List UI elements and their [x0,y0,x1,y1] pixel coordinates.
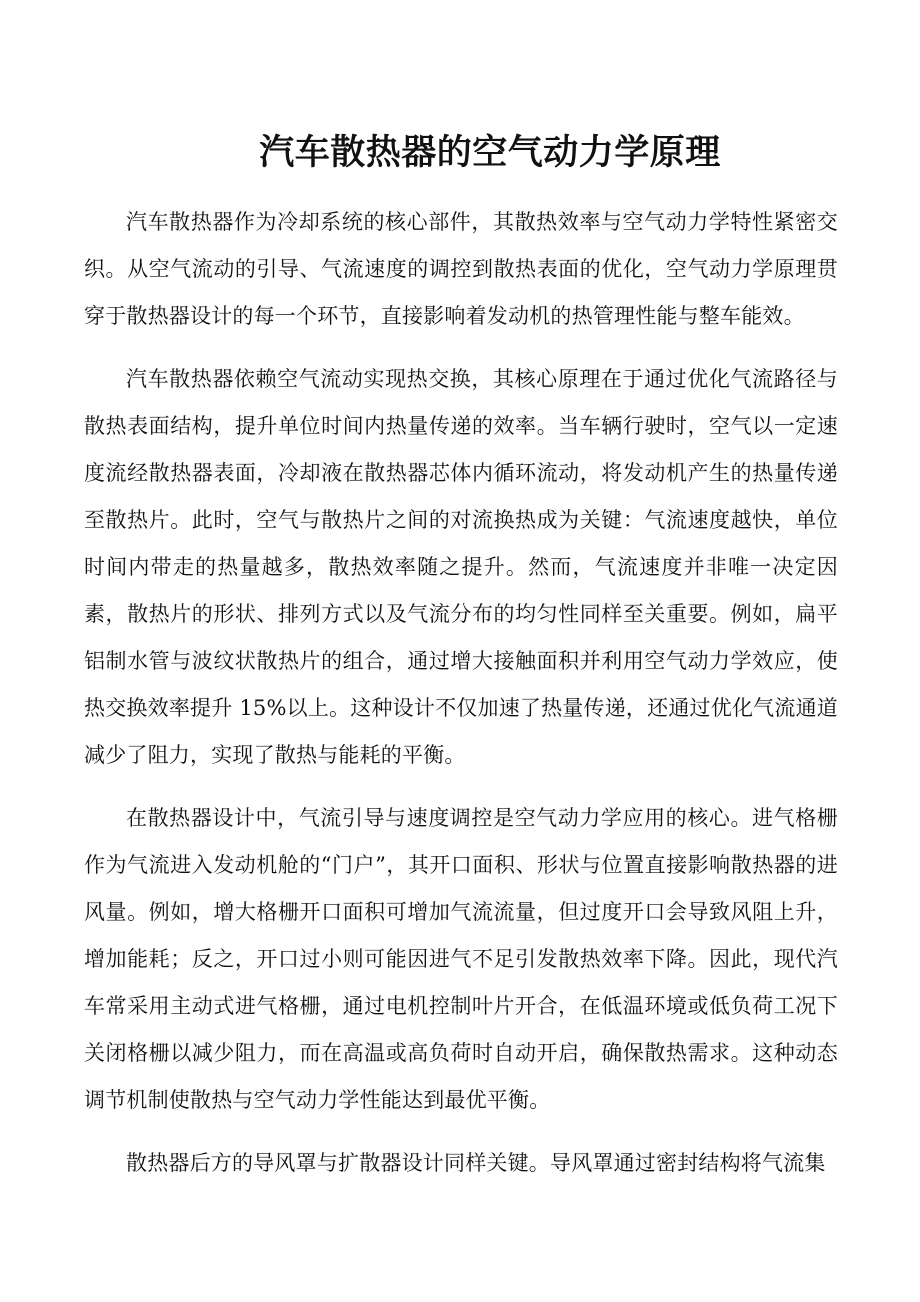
document-title: 汽车散热器的空气动力学原理 [259,133,721,173]
paragraph-heat-exchange: 汽车散热器依赖空气流动实现热交换，其核心原理在于通过优化气流路径与散热表面结构，提升单位时间内热量传递的效率。当车辆行驶时，空气以一定速度流经散热器表面，冷却液在散热器芯体内循环流动，将发动机产生的热量传递至散热片。此时，空气与散热片之间的对流换热成为关键：气流速度越快，单位时间内带走的热量越多，散热效率随之提升。然而，气流速度并非唯一决定因素，散热片的形状、排列方式以及气流分布的均匀性同样至关重要。例如，扁平铝制水管与波纹状散热片的组合，通过增大接触面积并利用空气动力学效应，使热交换效率提升 15%以上。这种设计不仅加速了热量传递，还通过优化气流通道减少了阻力，实现了散热与能耗的平衡。 [84,367,838,767]
document-body [84,199,838,1203]
paragraph-airflow-guidance: 在散热器设计中，气流引导与速度调控是空气动力学应用的核心。进气格栅作为气流进入发动机舱的“门户”，其开口面积、形状与位置直接影响散热器的进风量。例如，增大格栅开口面积可增加气流流量，但过度开口会导致风阻上升，增加能耗；反之，开口过小则可能因进气不足引发散热效率下降。因此，现代汽车常采用主动式进气格栅，通过电机控制叶片开合，在低温环境或低负荷工况下关闭格栅以减少阻力，而在高温或高负荷时自动开启，确保散热需求。这种动态调节机制使散热与空气动力学性能达到最优平衡。 [84,806,838,1112]
paragraph-shroud-diffuser: 散热器后方的导风罩与扩散器设计同样关键。导风罩通过密封结构将气流集 [126,1151,826,1175]
paragraph-intro: 汽车散热器作为冷却系统的核心部件，其散热效率与空气动力学特性紧密交织。从空气流动的引导、气流速度的调控到散热表面的优化，空气动力学原理贯穿于散热器设计的每一个环节，直接影响着发动机的热管理性能与整车能效。 [84,210,838,328]
